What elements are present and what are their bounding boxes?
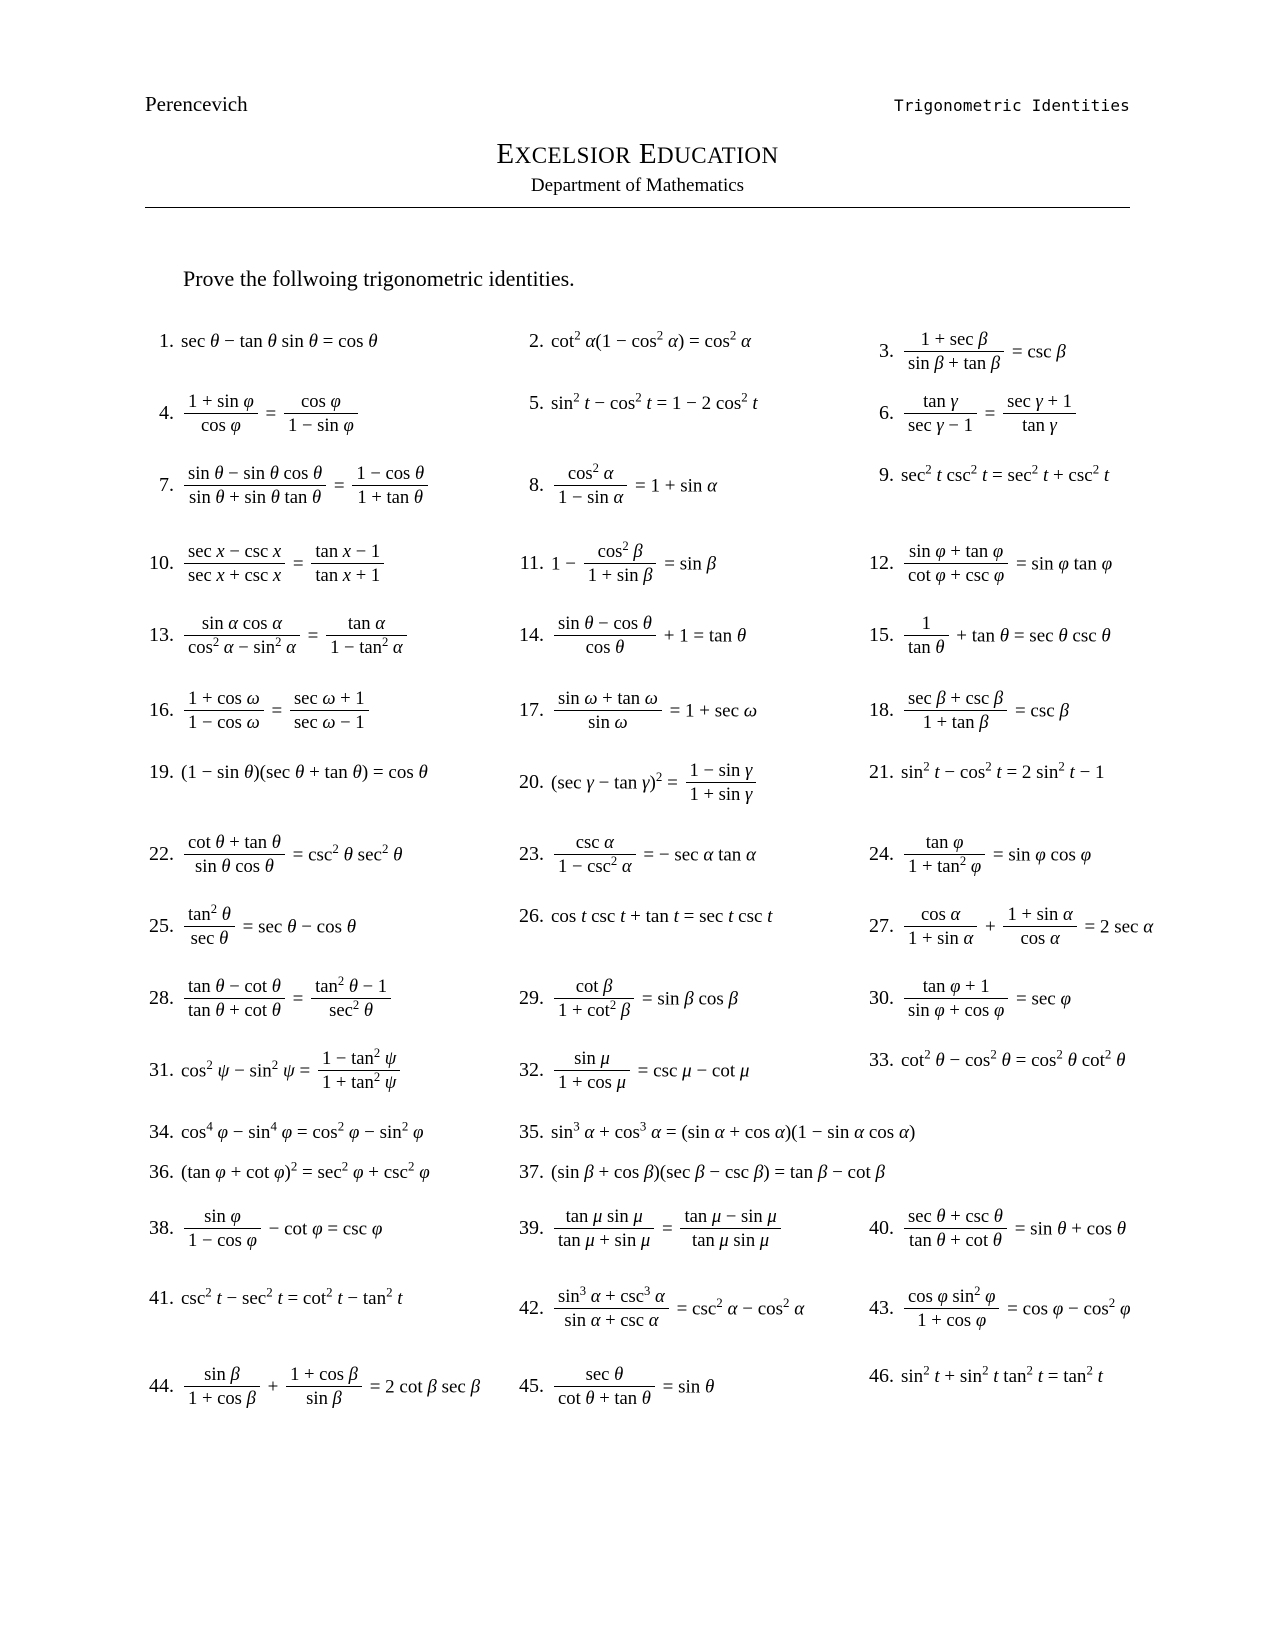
problem-row [140, 1207, 1150, 1287]
problem-expression: $\frac{\cos \varphi \sin^2 \varphi}{\text{1 + cos φ}}$ = $\cos \varphi - \cos^2 \varphi$ [901, 1287, 1131, 1333]
problem-expression: $\frac{\text{sin α cos α}}{\cos^2 \alpha - \sin^2 \alpha}$ = $\frac{\text{tan α}}{1 - \tan^2 \alpha}$ [181, 614, 410, 660]
problem-expression: sec θ − tan θ sin θ = cos θ [181, 331, 378, 352]
problem-item [510, 1283, 860, 1333]
problem-number: 46. [869, 1365, 894, 1387]
header-divider [145, 207, 1130, 208]
problem-item [140, 542, 510, 588]
problem-row [140, 758, 1150, 833]
problem-row [140, 327, 1150, 392]
institution-name-text: E [496, 138, 515, 170]
problem-expression: $\frac{\sin^3 \alpha + \csc^3 \alpha}{\text{sin α + csc α}}$ = $\csc^2 \alpha - \cos^2 \alpha$ [551, 1287, 804, 1333]
problem-row [140, 1283, 1150, 1365]
problem-expression: $\frac{\text{sin μ}}{\text{1 + cos μ}}$ = csc μ − cot μ [551, 1049, 749, 1095]
problem-number: 23. [519, 843, 544, 866]
institution-name: EXCELSIOR EDUCATION [496, 138, 779, 170]
problem-expression: $\frac{\text{sec x − csc x}}{\text{sec x + csc x}}$ = $\frac{\text{tan x − 1}}{\text{tan x + 1}}$ [181, 542, 387, 588]
problem-item [510, 689, 860, 735]
problem-item [140, 761, 510, 784]
problem-expression: $\sec^2 t$ $\csc^2 t = \sec^2 t + \csc^2 t$ [901, 461, 1110, 486]
problem-row [140, 538, 1150, 614]
problem-item [510, 538, 860, 588]
problem-item [510, 977, 860, 1023]
problem-expression: (tan $\varphi + \cot \varphi)^2 = \sec^2 \varphi + \csc^2 \varphi$ [181, 1158, 430, 1183]
problem-row [140, 460, 1150, 542]
problem-item [860, 977, 1150, 1023]
problem-expression: $\frac{\text{sec θ}}{\text{cot θ + tan θ}}$ = sin θ [551, 1365, 714, 1411]
problem-item [140, 1207, 510, 1253]
problem-expression: $\frac{\text{1 + sin φ}}{\text{cos φ}}$ = $\frac{\text{cos φ}}{\text{1 − sin φ}}$ [181, 392, 361, 438]
problem-row [140, 1045, 1150, 1121]
problem-expression: 1 − $\frac{\cos^2 \beta}{\text{1 + sin β}}$ = sin β [551, 538, 717, 587]
problem-number: 16. [149, 699, 174, 722]
problem-number: 41. [149, 1287, 174, 1309]
problem-number: 33. [869, 1049, 894, 1071]
problem-item [860, 614, 1150, 660]
problem-expression: $\csc^2 t - \sec^2 t = \cot^2 t - \tan^2 t$ [181, 1284, 403, 1309]
problem-expression: $\frac{\text{tan φ}}{1 + \tan^2 \varphi}$ = sin φ cos φ [901, 833, 1091, 879]
problem-number: 44. [149, 1375, 174, 1398]
problem-number: 21. [869, 761, 894, 783]
problem-item [510, 1207, 860, 1253]
problem-expression: $\sin^2 t - \cos^2 t = 2$ $\sin^2 t - 1$ [901, 758, 1105, 783]
problem-number: 11. [519, 552, 544, 575]
problem-item [860, 689, 1150, 735]
problem-number: 24. [869, 843, 894, 866]
problem-number: 29. [519, 987, 544, 1010]
problem-item [860, 461, 1150, 487]
document-title: Trigonometric Identities [894, 96, 1130, 115]
problem-number: 34. [149, 1121, 174, 1143]
problem-number: 30. [869, 987, 894, 1010]
problem-number: 20. [519, 771, 544, 794]
problem-number: 6. [879, 402, 894, 425]
problem-expression: $\frac{\text{sin θ − sin θ cos θ}}{\text{sin θ + sin θ tan θ}}$ = $\frac{\text{1 − cos θ}}{\text{1 + tan θ}}$ [181, 464, 431, 510]
problem-row [140, 833, 1150, 905]
problem-row [140, 689, 1150, 761]
problem-item [860, 542, 1150, 588]
problem-number: 5. [529, 392, 544, 414]
problem-expression: $\frac{\text{tan θ − cot θ}}{\text{tan θ + cot θ}}$ = $\frac{\tan^2 \theta - 1}{\sec^2 \theta}$ [181, 977, 394, 1023]
problem-item [140, 833, 510, 879]
problem-item [510, 761, 860, 807]
problem-item [510, 833, 860, 879]
problem-number: 26. [519, 905, 544, 927]
problem-item [860, 1046, 1150, 1072]
problem-item [860, 1207, 1150, 1253]
problem-number: 36. [149, 1161, 174, 1183]
problem-item [860, 392, 1150, 438]
problem-number: 3. [879, 340, 894, 363]
problem-row [140, 1362, 1150, 1437]
problem-number: 12. [869, 552, 894, 575]
instructions-text: Prove the follwoing trigonometric identities. [183, 266, 575, 291]
problem-item [510, 1161, 1150, 1184]
problem-row [140, 389, 1150, 464]
problem-item [510, 389, 860, 415]
problem-expression: $\cos^4 \varphi - \sin^4 \varphi = \cos^2 \varphi - \sin^2 \varphi$ [181, 1118, 424, 1143]
institution-name-rest: XCELSIOR [514, 143, 632, 168]
problem-expression: $\frac{\text{cot β}}{1 + \cot^2 \beta}$ = sin β cos β [551, 977, 738, 1023]
problem-item [860, 1283, 1150, 1333]
problem-item [510, 905, 860, 928]
problem-number: 19. [149, 761, 174, 783]
problem-row [140, 973, 1150, 1049]
problem-row [140, 1118, 1150, 1161]
problem-number: 28. [149, 987, 174, 1010]
problem-number: 40. [869, 1217, 894, 1240]
problem-number: 43. [869, 1297, 894, 1320]
problem-number: 10. [149, 552, 174, 575]
problem-expression: $\frac{\text{sin ω + tan ω}}{\text{sin ω}}$ = 1 + sec ω [551, 689, 757, 735]
problem-item [860, 330, 1150, 376]
problem-expression: $\frac{\text{sin φ + tan φ}}{\text{cot φ + csc φ}}$ = sin φ tan φ [901, 542, 1112, 588]
problem-expression: $\sin^2 t - \cos^2 t = 1 - 2$ $\cos^2 t$ [551, 389, 758, 414]
problem-expression: (1 − sin θ)(sec θ + tan θ) = cos θ [181, 762, 428, 783]
problem-number: 1. [159, 330, 174, 352]
problem-expression: $\frac{\text{cos α}}{\text{1 + sin α}}$ + $\frac{\text{1 + sin α}}{\text{cos α}}$ = 2 sec α [901, 905, 1153, 951]
department-name: Department of Mathematics [530, 175, 745, 196]
problem-item [860, 904, 1154, 951]
problem-item [510, 1118, 1150, 1144]
problem-item [860, 1362, 1150, 1388]
problem-item [510, 614, 860, 660]
problem-number: 4. [159, 402, 174, 425]
problem-number: 45. [519, 1375, 544, 1398]
problem-expression: $\frac{\text{tan φ + 1}}{\text{sin φ + cos φ}}$ = sec φ [901, 977, 1071, 1023]
problem-item [140, 973, 510, 1023]
problem-expression: $\frac{\text{1 + sec β}}{\text{sin β + tan β}}$ = csc β [901, 330, 1066, 376]
problem-item [140, 1158, 510, 1184]
page-header [145, 92, 1130, 117]
problem-item [140, 1118, 510, 1144]
problem-item [860, 758, 1150, 784]
problem-expression: $\frac{\text{1 + cos ω}}{\text{1 − cos ω}}$ = $\frac{\text{sec ω + 1}}{\text{sec ω − 1}}$ [181, 689, 372, 735]
problem-row [140, 1158, 1150, 1207]
problem-expression: $\frac{\text{sin φ}}{\text{1 − cos φ}}$ − cot φ = csc φ [181, 1207, 382, 1253]
problem-item [510, 327, 860, 353]
problem-number: 2. [529, 330, 544, 352]
problem-number: 27. [869, 915, 894, 938]
problem-number: 17. [519, 699, 544, 722]
problem-item [510, 460, 860, 510]
problem-item [140, 392, 510, 438]
problem-expression: $\frac{\text{tan μ sin μ}}{\text{tan μ + sin μ}}$ = $\frac{\text{tan μ − sin μ}}{\text{tan μ sin μ}}$ [551, 1207, 784, 1253]
problem-expression: $\frac{\text{csc α}}{1 - \csc^2 \alpha}$ = − sec α tan α [551, 833, 756, 879]
problem-number: 8. [529, 474, 544, 497]
problem-item [140, 901, 510, 951]
problem-item [140, 1045, 510, 1095]
problem-number: 18. [869, 699, 894, 722]
problem-expression: $\frac{1}{\text{tan θ}}$ + tan θ = sec θ csc θ [901, 614, 1111, 660]
problem-item [140, 614, 510, 660]
author-name: Perencevich [145, 92, 248, 116]
problem-number: 32. [519, 1059, 544, 1082]
problem-expression: cos t csc t + tan t = sec t csc t [551, 906, 773, 927]
problem-number: 39. [519, 1217, 544, 1240]
problem-expression: $\frac{\text{sec β + csc β}}{\text{1 + tan β}}$ = csc β [901, 689, 1069, 735]
problem-item [140, 330, 510, 353]
problem-item [140, 1284, 510, 1310]
problem-number: 14. [519, 624, 544, 647]
problem-expression: $\frac{\text{cot θ + tan θ}}{\text{sin θ cos θ}}$ = $\csc^2 \theta$ $\sec^2 \theta$ [181, 833, 402, 879]
problem-expression: $\frac{\tan^2 \theta}{\text{sec θ}}$ = sec θ − cos θ [181, 905, 356, 951]
problem-expression: $\sin^3 \alpha + \cos^3 \alpha = (\sin$ α + cos α)(1 − sin α cos α) [551, 1118, 916, 1143]
problem-expression: $\cos^2 \psi - \sin^2 \psi$ = $\frac{1 - \tan^2 \psi}{1 + \tan^2 \psi}$ [181, 1049, 403, 1095]
problem-item [860, 833, 1150, 879]
problem-number: 13. [149, 624, 174, 647]
problem-expression: $\cot^2 \alpha(1 - \cos^2 \alpha) = \cos^2 \alpha$ [551, 327, 752, 352]
problem-number: 31. [149, 1059, 174, 1082]
problem-number: 37. [519, 1161, 544, 1183]
problem-number: 15. [869, 624, 894, 647]
problem-number: 35. [519, 1121, 544, 1143]
problem-expression: $\frac{\text{sec θ + csc θ}}{\text{tan θ + cot θ}}$ = sin θ + cos θ [901, 1207, 1126, 1253]
problem-item [140, 689, 510, 735]
problem-item [140, 464, 510, 510]
problem-number: 25. [149, 915, 174, 938]
problem-row [140, 614, 1150, 689]
problem-row [140, 901, 1154, 977]
problem-expression: $\cot^2 \theta - \cos^2 \theta = \cos^2 \theta$ $\cot^2 \theta$ [901, 1046, 1126, 1071]
problem-number: 22. [149, 843, 174, 866]
problem-expression: (sin β + cos β)(sec β − csc β) = tan β − cot β [551, 1162, 885, 1183]
problem-expression: $\frac{\cos^2 \alpha}{\text{1 − sin α}}$ = 1 + sin α [551, 464, 717, 510]
problem-number: 7. [159, 474, 174, 497]
problem-number: 38. [149, 1217, 174, 1240]
problem-expression: $\frac{\text{tan γ}}{\text{sec γ − 1}}$ = $\frac{\text{sec γ + 1}}{\text{tan γ}}$ [901, 392, 1079, 438]
problem-number: 9. [879, 464, 894, 486]
problem-expression: (sec γ − tan γ)$^2$ = $\frac{\text{1 − sin γ}}{\text{1 + sin γ}}$ [551, 761, 759, 807]
title-block [0, 138, 1275, 197]
problem-item [510, 1049, 860, 1095]
problem-list [140, 327, 1154, 1437]
problem-item [140, 1365, 510, 1411]
problem-item [510, 1365, 860, 1411]
problem-expression: $\frac{\text{sin β}}{\text{1 + cos β}}$ + $\frac{\text{1 + cos β}}{\text{sin β}}$ = 2 cot β sec β [181, 1365, 480, 1411]
problem-number: 42. [519, 1297, 544, 1320]
problem-expression: $\frac{\text{sin θ − cos θ}}{\text{cos θ}}$ + 1 = tan θ [551, 614, 746, 660]
problem-expression: $\sin^2 t + \sin^2 t$ $\tan^2 t = \tan^2 t$ [901, 1362, 1103, 1387]
